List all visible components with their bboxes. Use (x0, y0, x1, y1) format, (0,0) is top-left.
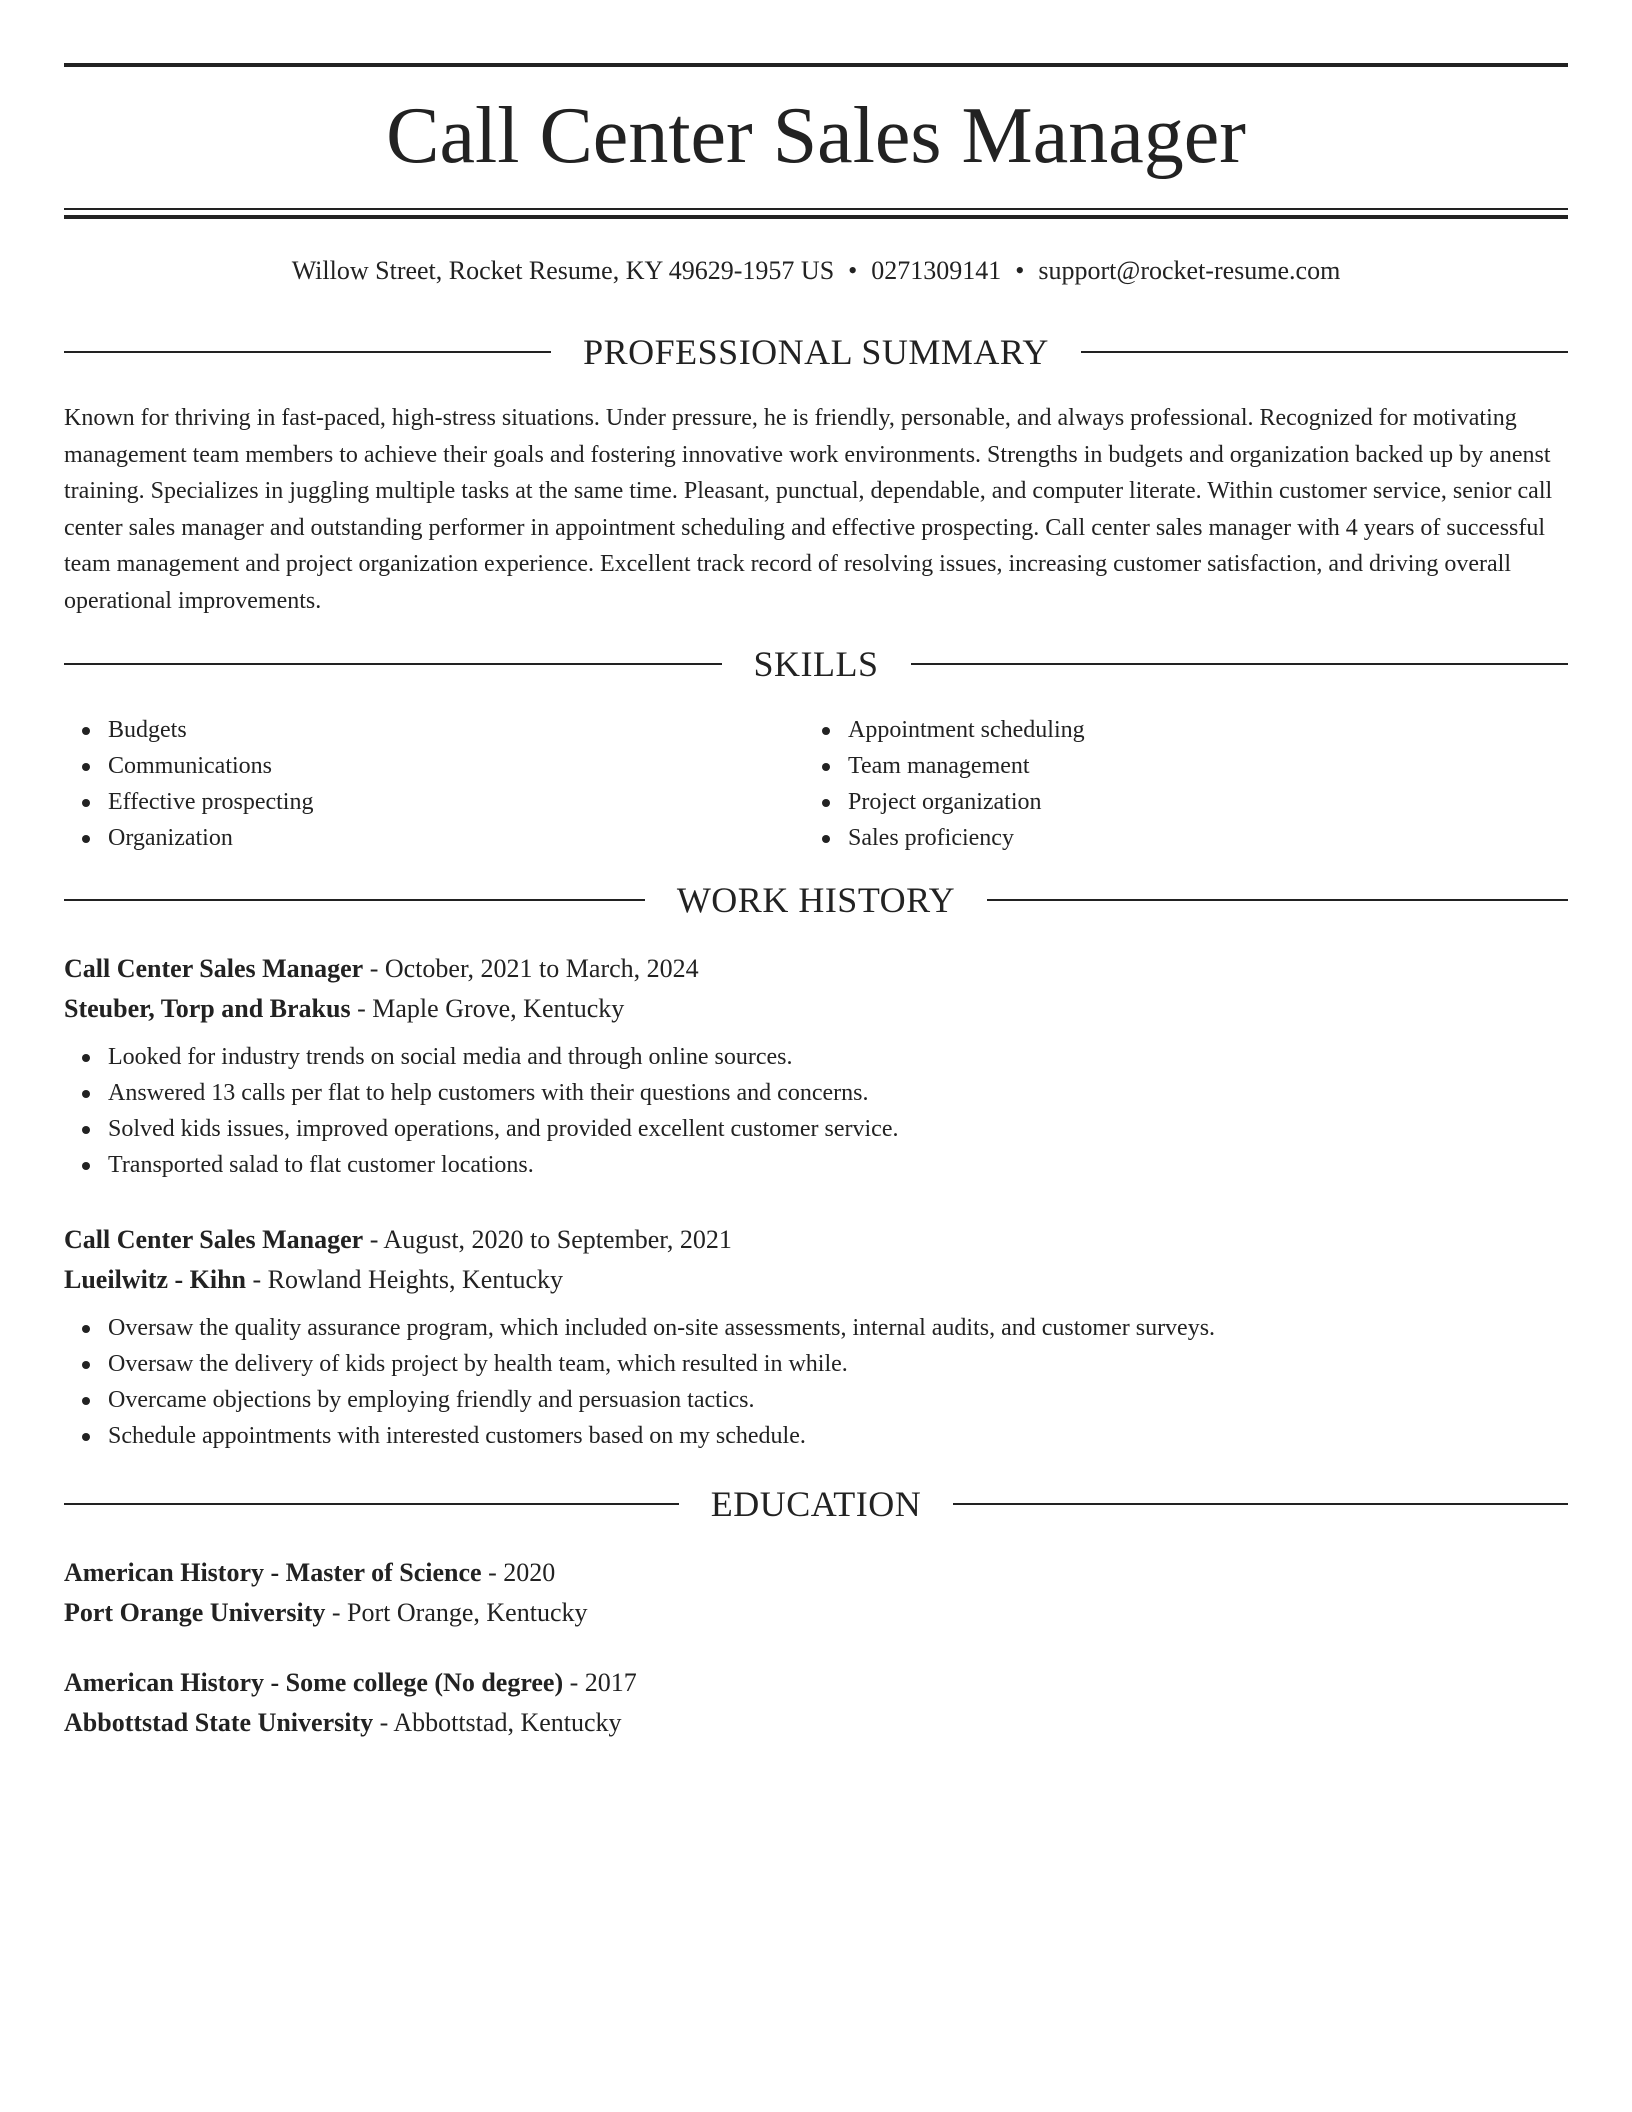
job-dates: - August, 2020 to September, 2021 (369, 1225, 732, 1254)
skills-list (64, 712, 1568, 856)
resume-name: Call Center Sales Manager (386, 92, 1246, 180)
education-degree: American History - Some college (No degree) (64, 1668, 564, 1697)
job-bullet: Schedule appointments with interested customers based on my schedule. (108, 1418, 1568, 1454)
education-degree-line (64, 1553, 1568, 1593)
work-history-heading (64, 878, 1568, 922)
job-title-line (64, 949, 1568, 989)
job-bullets (64, 1310, 1568, 1454)
contact-separator: • (848, 256, 858, 285)
section-title: EDUCATION (710, 1484, 922, 1524)
education-location: - Port Orange, Kentucky (331, 1598, 588, 1627)
contact-separator: • (1015, 256, 1025, 285)
job-bullet: Transported salad to flat customer locations. (108, 1147, 1568, 1183)
job-bullet: Oversaw the delivery of kids project by health team, which resulted in while. (108, 1346, 1568, 1382)
heading-rule (64, 1503, 679, 1505)
job-bullet: Looked for industry trends on social media and through online sources. (108, 1039, 1568, 1075)
job-company-line (64, 989, 1568, 1029)
skill-item: Budgets (108, 712, 806, 748)
header-bottom-rule-thick (64, 215, 1568, 219)
summary-text: Known for thriving in fast-paced, high-stress situations. Under pressure, he is friendly, personable, and always professional. Recognized for motivating management team members to achieve their goals and fostering innovative work environments. Strengths in budgets and organization backed up by anenst training. Specializes in juggling multiple tasks at the same time. Pleasant, punctual, dependable, and computer literate. Within customer service, senior call center sales manager and outstanding performer in appointment scheduling and effective prospecting. Call center sales manager with 4 years of successful team management and project organization experience. Excellent track record of resolving issues, increasing customer satisfaction, and driving overall operational improvements. (64, 405, 1553, 614)
education-school-line (64, 1593, 1568, 1633)
heading-rule (64, 899, 645, 901)
contact-address: Willow Street, Rocket Resume, KY 49629-1957 US (291, 256, 835, 285)
job-location: - Rowland Heights, Kentucky (252, 1265, 564, 1294)
education-heading (64, 1482, 1568, 1526)
contact-line (64, 254, 1568, 288)
skill-item: Project organization (848, 784, 1548, 820)
heading-rule (987, 899, 1568, 901)
education-entry (64, 1663, 1568, 1743)
heading-rule (911, 663, 1569, 665)
education-degree-line (64, 1663, 1568, 1703)
heading-rule (953, 1503, 1568, 1505)
education-school: Abbottstad State University (64, 1708, 374, 1737)
skills-column-right (806, 712, 1548, 856)
section-title: PROFESSIONAL SUMMARY (583, 332, 1049, 372)
skill-item: Effective prospecting (108, 784, 806, 820)
skill-item: Communications (108, 748, 806, 784)
job-entry (64, 949, 1568, 1183)
section-title: WORK HISTORY (676, 880, 956, 920)
skill-item: Appointment scheduling (848, 712, 1548, 748)
skill-item: Organization (108, 820, 806, 856)
education-year: - 2017 (569, 1668, 637, 1697)
skill-item: Team management (848, 748, 1548, 784)
heading-rule (64, 663, 722, 665)
job-title-line (64, 1220, 1568, 1260)
section-title: SKILLS (753, 644, 879, 684)
job-bullet: Answered 13 calls per flat to help customers with their questions and concerns. (108, 1075, 1568, 1111)
job-bullet: Overcame objections by employing friendly and persuasion tactics. (108, 1382, 1568, 1418)
job-title: Call Center Sales Manager (64, 1225, 364, 1254)
job-dates: - October, 2021 to March, 2024 (369, 954, 699, 983)
education-location: - Abbottstad, Kentucky (379, 1708, 622, 1737)
education-school: Port Orange University (64, 1598, 326, 1627)
header-bottom-rule-thin (64, 208, 1568, 210)
job-bullet: Solved kids issues, improved operations, and provided excellent customer service. (108, 1111, 1568, 1147)
education-degree: American History - Master of Science (64, 1558, 482, 1587)
skills-column-left (64, 712, 806, 856)
contact-phone: 0271309141 (871, 256, 1002, 285)
job-bullet: Oversaw the quality assurance program, which included on-site assessments, internal audits, and customer surveys. (108, 1310, 1568, 1346)
job-company-line (64, 1260, 1568, 1300)
summary-heading (64, 330, 1568, 374)
heading-rule (64, 351, 551, 353)
heading-rule (1081, 351, 1568, 353)
skills-heading (64, 642, 1568, 686)
job-entry (64, 1220, 1568, 1454)
education-entry (64, 1553, 1568, 1633)
contact-email: support@rocket-resume.com (1038, 256, 1341, 285)
education-school-line (64, 1703, 1568, 1743)
job-title: Call Center Sales Manager (64, 954, 364, 983)
job-location: - Maple Grove, Kentucky (357, 994, 625, 1023)
education-year: - 2020 (488, 1558, 556, 1587)
header-top-rule (64, 63, 1568, 67)
job-company: Steuber, Torp and Brakus (64, 994, 351, 1023)
job-bullets (64, 1039, 1568, 1183)
job-company: Lueilwitz - Kihn (64, 1265, 247, 1294)
skill-item: Sales proficiency (848, 820, 1548, 856)
